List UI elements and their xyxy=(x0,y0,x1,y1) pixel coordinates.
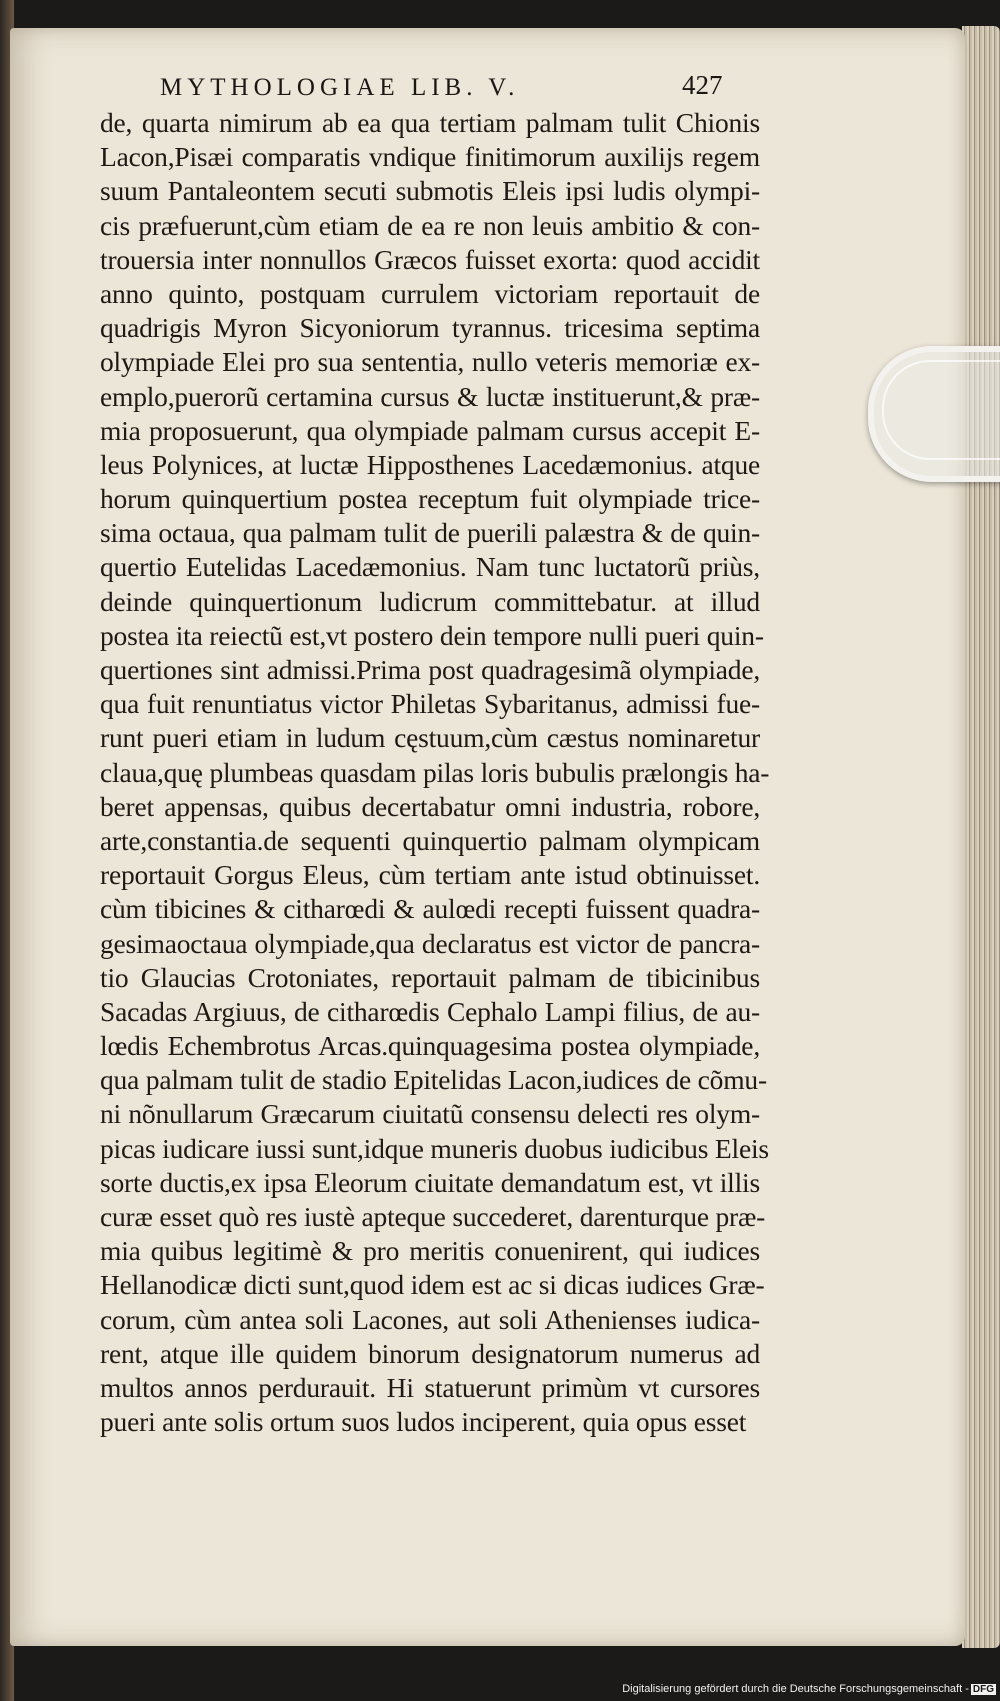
text-line: sima octaua, qua palmam tulit de puerili palæstra & de quin- xyxy=(100,517,760,549)
text-line: picas iudicare iussi sunt,idque muneris duobus iudicibus Eleis xyxy=(100,1132,769,1164)
text-line: de, quarta nimirum ab ea qua tertiam palmam tulit Chionis xyxy=(100,107,760,138)
text-line: postea ita reiectũ est,vt postero dein tempore nulli pueri quin- xyxy=(100,619,764,651)
page-number: 427 xyxy=(682,70,723,100)
text-line: pueri ante solis ortum suos ludos inciperent, quia opus esset xyxy=(100,1406,747,1438)
body-text xyxy=(100,106,770,1439)
text-line: quertio Eutelidas Lacedæmonius. Nam tunc luctatorũ priùs, xyxy=(100,551,760,583)
text-line: anno quinto, postquam currulem victoriam reportauit de xyxy=(100,277,760,309)
text-line: qua fuit renuntiatus victor Philetas Sybaritanus, admissi fue- xyxy=(100,688,760,720)
footer-credit xyxy=(600,1683,996,1695)
text-line: multos annos perdurauit. Hi statuerunt primùm vt cursores xyxy=(100,1371,760,1403)
text-line: cùm tibicines & citharœdi & aulœdi recepti fuissent quadra- xyxy=(100,893,760,925)
text-line: beret appensas, quibus decertabatur omni industria, robore, xyxy=(100,790,760,822)
text-line: tio Glaucias Crotoniates, reportauit palmam de tibicinibus xyxy=(100,961,760,993)
text-line: mia proposuerunt, qua olympiade palmam cursus accepit E- xyxy=(100,414,760,446)
text-line: suum Pantaleontem secuti submotis Eleis ipsi ludis olympi- xyxy=(100,175,760,207)
text-line: olympiade Elei pro sua sententia, nullo veteris memoriæ ex- xyxy=(100,346,760,378)
paper-clip-inner-loop xyxy=(882,360,1000,460)
text-line: claua,quę plumbeas quasdam pilas loris bubulis prælongis ha- xyxy=(100,756,770,788)
text-line: deinde quinquertionum ludicrum committebatur. at illud xyxy=(100,585,760,617)
text-line: leus Polynices, at luctæ Hipposthenes Lacedæmonius. atque xyxy=(100,448,760,480)
text-line: gesimaoctaua olympiade,qua declaratus est victor de pancra- xyxy=(100,927,760,959)
running-head: MYTHOLOGIAE LIB. V. xyxy=(160,74,520,101)
text-line: horum quinquertium postea receptum fuit olympiade trice- xyxy=(100,483,760,515)
text-line: arte,constantia.de sequenti quinquertio palmam olympicam xyxy=(100,824,760,856)
text-line: trouersia inter nonnullos Græcos fuisset exorta: quod accidit xyxy=(100,243,760,275)
text-line: Lacon,Pisæi comparatis vndique finitimorum auxilijs regem xyxy=(100,141,760,173)
dfg-logo: DFG xyxy=(972,1684,994,1695)
text-line: lœdis Echembrotus Arcas.quinquagesima postea olympiade, xyxy=(100,1030,760,1062)
text-line: sorte ductis,ex ipsa Eleorum ciuitate demandatum est, vt illis xyxy=(100,1166,760,1198)
text-line: emplo,puerorũ certamina cursus & luctæ instituerunt,& præ- xyxy=(100,380,760,412)
text-line: mia quibus legitimè & pro meritis conuenirent, qui iudices xyxy=(100,1235,760,1267)
footer-credit-text: Digitalisierung gefördert durch die Deutsche Forschungsgemeinschaft - xyxy=(622,1683,969,1695)
text-line: curæ esset quò res iustè apteque succederet, darenturque præ- xyxy=(100,1201,766,1232)
text-line: reportauit Gorgus Eleus, cùm tertiam ante istud obtinuisset. xyxy=(100,859,760,891)
page-fore-edge xyxy=(962,26,1000,1648)
text-line: Sacadas Argiuus, de citharœdis Cephalo Lampi filius, de au- xyxy=(100,995,760,1027)
text-line: quadrigis Myron Sicyoniorum tyrannus. tricesima septima xyxy=(100,312,760,344)
text-line: qua palmam tulit de stadio Epitelidas Lacon,iudices de cõmu- xyxy=(100,1064,767,1096)
text-line: cis præfuerunt,cùm etiam de ea re non leuis ambitio & con- xyxy=(100,209,760,241)
text-line: quertiones sint admissi.Prima post quadragesimã olympiade, xyxy=(100,654,760,685)
text-line: runt pueri etiam in ludum cęstuum,cùm cæstus nominaretur xyxy=(100,722,760,754)
text-line: rent, atque ille quidem binorum designatorum numerus ad xyxy=(100,1337,760,1369)
text-line: Hellanodicæ dicti sunt,quod idem est ac si dicas iudices Græ- xyxy=(100,1269,765,1301)
text-line: ni nõnullarum Græcarum ciuitatũ consensu delecti res olym- xyxy=(100,1098,760,1130)
text-line: corum, cùm antea soli Lacones, aut soli Athenienses iudica- xyxy=(100,1303,760,1335)
